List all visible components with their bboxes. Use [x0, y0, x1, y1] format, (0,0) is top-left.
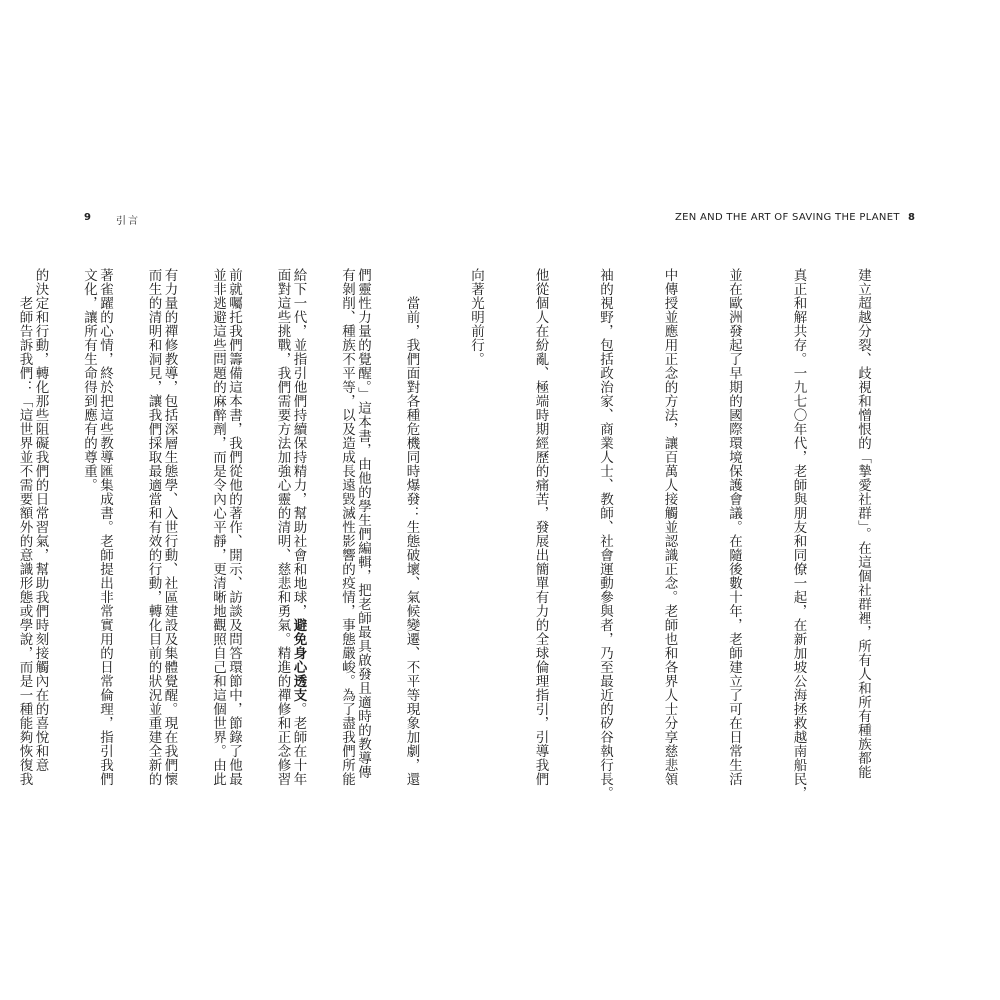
- text-line: 他從個人在紛亂、極端時期經歷的痛苦，發展出簡單有力的全球倫理指引，引導我們: [532, 268, 549, 786]
- text-line: 文化，讓所有生命得到應有的尊重。: [81, 268, 97, 492]
- running-head: ZEN AND THE ART OF SAVING THE PLANET: [675, 212, 900, 223]
- text-line: 真正和解共存。一九七〇年代，老師與朋友和同僚一起，在新加坡公海拯救越南船民，: [790, 268, 807, 800]
- text-line: 前就囑托我們籌備這本書，我們從他的著作、開示、訪談及問答環節中，節錄了他最: [226, 268, 242, 786]
- page-number: 9: [84, 212, 91, 223]
- text-line: 向著光明前行。: [468, 268, 484, 366]
- text-line: 面對這些挑戰，我們需要方法加強心靈的清明、慈悲和勇氣。精進的禪修和正念修習: [274, 268, 291, 786]
- text-line: 們靈性力量的覺醒。」這本書，由他的學生們編輯，把老師最具啟發且適時的教導傳: [355, 268, 371, 780]
- page-number: 8: [908, 212, 915, 223]
- text-line: 有剝削、種族不平等，以及造成長遠毀滅性影響的疫情，事態嚴峻。為了盡我們所能: [339, 268, 355, 786]
- text-line: 當前，我們面對各種危機同時爆發：生態破壞、氣候變遷、不平等現象加劇，還: [403, 268, 420, 786]
- text-line: 建立超越分裂、歧視和憎恨的「摯愛社群」。在這個社群裡，所有人和所有種族都能: [855, 268, 871, 780]
- text-line: 著雀躍的心情，終於把這些教導匯集成書。老師提出非常實用的日常倫理，指引我們: [97, 268, 113, 786]
- text-line: 老師告訴我們：「這世界並不需要額外的意識形態或學說，而是一種能夠恢復我: [16, 268, 33, 786]
- text-line: 並非逃避這些問題的麻醉劑，而是令內心平靜，更清晰地觀照自己和這個世界。由此: [210, 268, 226, 786]
- text-line: 的決定和行動，轉化那些阻礙我們的日常習氣，幫助我們時刻接觸內在的喜悅和意: [32, 268, 49, 772]
- text-line: 並在歐洲發起了早期的國際環境保護會議。在隨後數十年，老師建立了可在日常生活: [726, 268, 742, 786]
- running-head: 引言: [116, 216, 140, 227]
- text-line: 給下一代，並指引他們持續保持精力，幫助社會和地球，避免身心透支。老師在十年: [290, 268, 307, 786]
- text-line: 袖的視野，包括政治家、商業人士、教師、社會運動參與者，乃至最近的矽谷執行長。: [597, 268, 613, 800]
- text-line: 有力量的禪修教導，包括深層生態學、入世行動、社區建設及集體覺醒。現在我們懷: [161, 268, 178, 786]
- text-line: 而生的清明和洞見，讓我們採取最適當和有效的行動，轉化目前的狀況並重建全新的: [145, 268, 162, 786]
- text-line: 中傳授並應用正念的方法，讓百萬人接觸並認識正念。老師也和各界人士分享慈悲領: [661, 268, 678, 786]
